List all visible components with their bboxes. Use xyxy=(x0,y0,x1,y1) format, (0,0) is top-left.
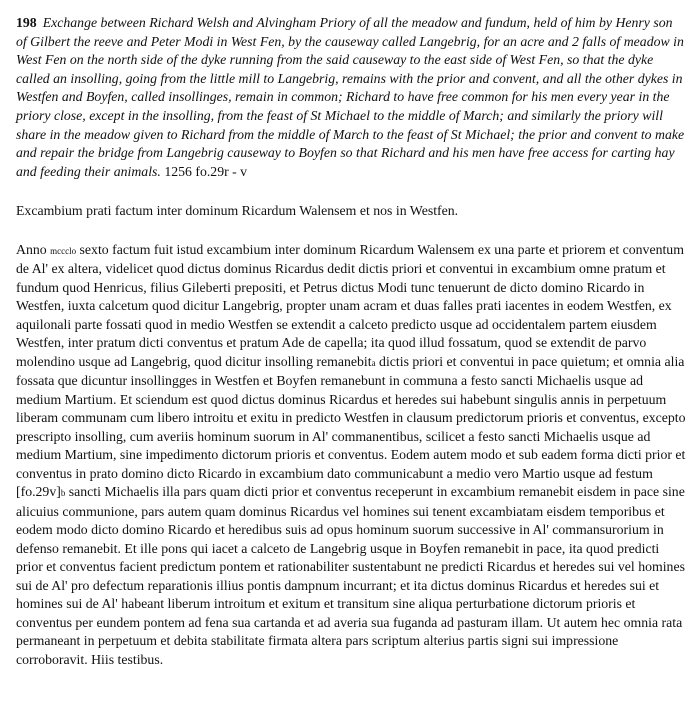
entry-date-reference: 1256 fo.29r - v xyxy=(164,163,248,179)
charter-text-part-3: sancti Michaelis illa pars quam dicti prior et conventus receperunt in excambium remanebit eisdem in pace sine alicuius communione, pars autem quam dominus Ricardus vel homines sui tenent excambiatam eisdem temporibus et eodem modo dicto domino Ricardo et heredibus suis ad opus hominum suorum successive in Al' commansurorium in defenso remanebit. Et ille pons qui iacet a calceto de Langebrig usque in Boyfen remanebit in pace, ita quod predicti prior et conventus facient predictum pontem et rationabiliter sustentabunt ne predicti Ricardus et heredes sui vel homines sui de Al' pro defectum reparationis illius pontis dampnum incurrant; et ita dictus dominus Ricardus et heredes sui et homines sui de Al' habeant liberum introitum et exitum et transitum sine aliqua perturbatione dictorum prioris et conventus per eundem pontem ad fena sua cartanda et ad averia sua fuganda ad pasturam illam. Ut autem hec omnia rata permaneant in perpetuum et debita stabilitate firmata altera pars scriptum alterius partis signi sui impressione corroboravit. Hiis testibus. xyxy=(16,484,685,667)
calendar-entry xyxy=(16,14,686,181)
charter-heading: Excambium prati factum inter dominum Ricardum Walensem et nos in Westfen. xyxy=(16,203,459,219)
charter-text xyxy=(16,241,686,670)
footnote-a: a xyxy=(371,357,376,368)
entry-summary: Exchange between Richard Welsh and Alvingham Priory of all the meadow and fundum, held of him by Henry son of Gilbert the reeve and Peter Modi in West Fen, by the causeway called Langebrig, for an acre and 2 falls of meadow in West Fen on the north side of the dyke running from the said causeway to the east side of West Fen, so that the dyke called an insolling, going from the little mill to Langebrig, remains with the prior and convent, and all the other dykes in Westfen and Boyfen, called insollinges, remain in common; Richard to have free common for his men every year in the priory close, except in the insolling, from the feast of St Michael to the middle of March; and similarly the priory will share in the meadow given to Richard from the middle of March to the feast of St Michael; the prior and convent to make and repair the bridge from Langebrig causeway to Boyfen so that Richard and his men have free access for carting hay and feeding their animals. xyxy=(16,15,685,179)
charter-text-part-2: dictis priori et conventui in pace quietum; et omnia alia fossata que dicuntur insollingges in Westfen et Boyfen remanebunt in communa a festo sancti Michaelis usque ad medium Martium. Et sciendum est quod dictus dominus Ricardus et heredes sui habebunt singulis annis in perpetuum liberam communam cum libero introitu et exitu in predicto Westfen in clausum predictorum prioris et conventus, excepto prescripto insolling, cum averiis hominum suorum in Al' commanentibus, scilicet a festo sancti Michaelis usque ad medium Martium, sine impedimento dictorum prioris et conventus. Eodem autem modo et sub eadem forma dicti prior et conventus in prato domino dicto Ricardo in excambium dato communicabunt a medio vero Martio usque ad festum [fo.29v] xyxy=(16,353,686,500)
charter-text-part-1: sexto factum fuit istud excambium inter dominum Ricardum Walensem ex una parte et priorem et conventum de Al' ex altera, videlicet quod dictus dominus Ricardus dedit dictis priori et conventui in excambium omne pratum et fundum quod Henricus, filius Gileberti prepositi, et Petrus dictus Modi tunc tenuerunt de dicto domino Ricardo in Westfen, iuxta calcetum quod dicitur Langebrig, propter unam acram et duas falles prati iacentes in eodem Westfen, ex aquilonali parte fossati quod in medio Westfen se extendit a calceto predicto usque ad occidentalem partem eiusdem Westfen, inter pratum dicti conventus et pratum Ade de capella; ita quod illud fossatum, quod se extendit de parvo molendino usque ad Langebrig, quod dicitur insolling remanebit xyxy=(16,241,684,369)
footnote-b: b xyxy=(60,488,66,499)
charter-intro: Anno xyxy=(16,241,51,257)
year-numeral: mccclo xyxy=(50,245,77,256)
entry-number: 198 xyxy=(16,15,37,30)
